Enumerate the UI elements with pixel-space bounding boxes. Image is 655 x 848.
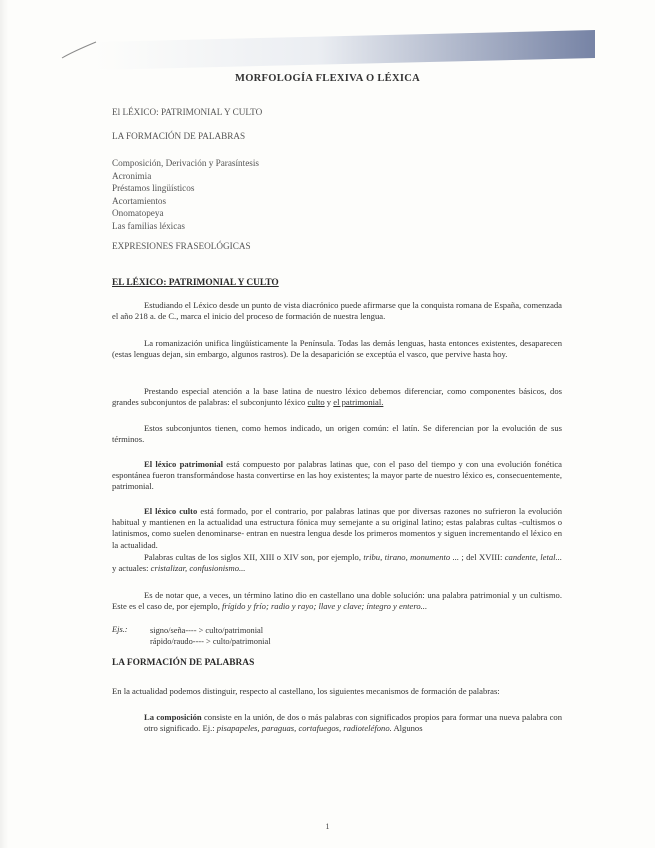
example-line: signo/seña---- > culto/patrimonial bbox=[150, 626, 264, 635]
toc-item: Acronimia bbox=[112, 170, 152, 181]
toc-items-list bbox=[112, 157, 259, 232]
toc-item: Onomatopeya bbox=[112, 208, 164, 218]
toc-item: Acortamientos bbox=[112, 195, 167, 206]
toc-item: Préstamos lingüísticos bbox=[112, 183, 195, 193]
section-heading-lexico: EL LÉXICO: PATRIMONIAL Y CULTO bbox=[112, 278, 279, 288]
toc-formacion: LA FORMACIÓN DE PALABRAS bbox=[112, 131, 246, 141]
toc-item: Composición, Derivación y Parasíntesis bbox=[112, 158, 259, 168]
paragraph-6: El léxico culto está formado, por el contrario, por palabras latinas que por diversas razones no sufrieron la evolución habitual y mantienen en la actualidad una estructura fónica muy semejante a su original latino; estas palabras cultas -cultismos o latinismos, como suelen denominarse- entran en nuestra lengua desde los primeros momentos y siguen incrementando el léxico en la actualidad. bbox=[112, 506, 562, 550]
section-heading-formacion: LA FORMACIÓN DE PALABRAS bbox=[112, 658, 255, 668]
header-band bbox=[95, 30, 595, 70]
paragraph-7: Palabras cultas de los siglos XII, XIII o XIV son, por ejemplo, tribu, tirano, monumento ... ; del XVIII: candente, letal... y actuales: cristalizar, confusionismo... bbox=[112, 552, 562, 574]
toc-expresiones: EXPRESIONES FRASEOLÓGICAS bbox=[112, 241, 251, 251]
paragraph-4: Estos subconjuntos tienen, como hemos indicado, un origen común: el latín. Se diferencian por la evolución de sus términos. bbox=[112, 423, 562, 445]
example-line: rápido/raudo---- > culto/patrimonial bbox=[150, 637, 271, 646]
page-number: 1 bbox=[325, 822, 330, 831]
examples-label: Ejs.: bbox=[112, 625, 128, 634]
paragraph-composicion: La composición consiste en la unión, de dos o más palabras con significados propios para formar una nueva palabra con otro significado. Ej.: pisapapeles, paraguas, cortafuegos, radioteléfono. Algunos bbox=[144, 712, 562, 734]
paragraph-8: Es de notar que, a veces, un término latino dio en castellano una doble solución: una palabra patrimonial y un cultismo. Este es el caso de, por ejemplo, frígido y frío; radio y rayo; llave y clave; íntegro y entero... bbox=[112, 590, 562, 612]
paragraph-2: La romanización unifica lingüísticamente la Península. Todas las demás lenguas, hasta entonces existentes, desaparecen (estas lenguas dejan, sin embargo, algunos rastros). De la desaparición se exceptúa el vasco, que pervive hasta hoy. bbox=[112, 338, 562, 360]
paragraph-5: El léxico patrimonial está compuesto por palabras latinas que, con el paso del tiempo y con una evolución fonética espontánea fueron transformándose hasta convertirse en las hoy existentes; la mayor parte de nuestro léxico es, consecuentemente, patrimonial. bbox=[112, 459, 562, 492]
page-title: MORFOLOGÍA FLEXIVA O LÉXICA bbox=[235, 73, 420, 84]
toc-lexico: El LÉXICO: PATRIMONIAL Y CULTO bbox=[112, 107, 263, 117]
pencil-mark-icon bbox=[60, 40, 100, 60]
paragraph-3: Prestando especial atención a la base latina de nuestro léxico debemos diferenciar, como componentes básicos, dos grandes subconjuntos de palabras: el subconjunto léxico culto y el patrimonial. bbox=[112, 386, 562, 408]
page-shadow bbox=[0, 0, 8, 848]
toc-item: Las familias léxicas bbox=[112, 220, 185, 231]
paragraph-intro: En la actualidad podemos distinguir, respecto al castellano, los siguientes mecanismos de formación de palabras: bbox=[112, 686, 500, 696]
paragraph-1: Estudiando el Léxico desde un punto de vista diacrónico puede afirmarse que la conquista romana de España, comenzada el año 218 a. de C., marca el inicio del proceso de formación de nuestra lengua. bbox=[112, 300, 562, 322]
